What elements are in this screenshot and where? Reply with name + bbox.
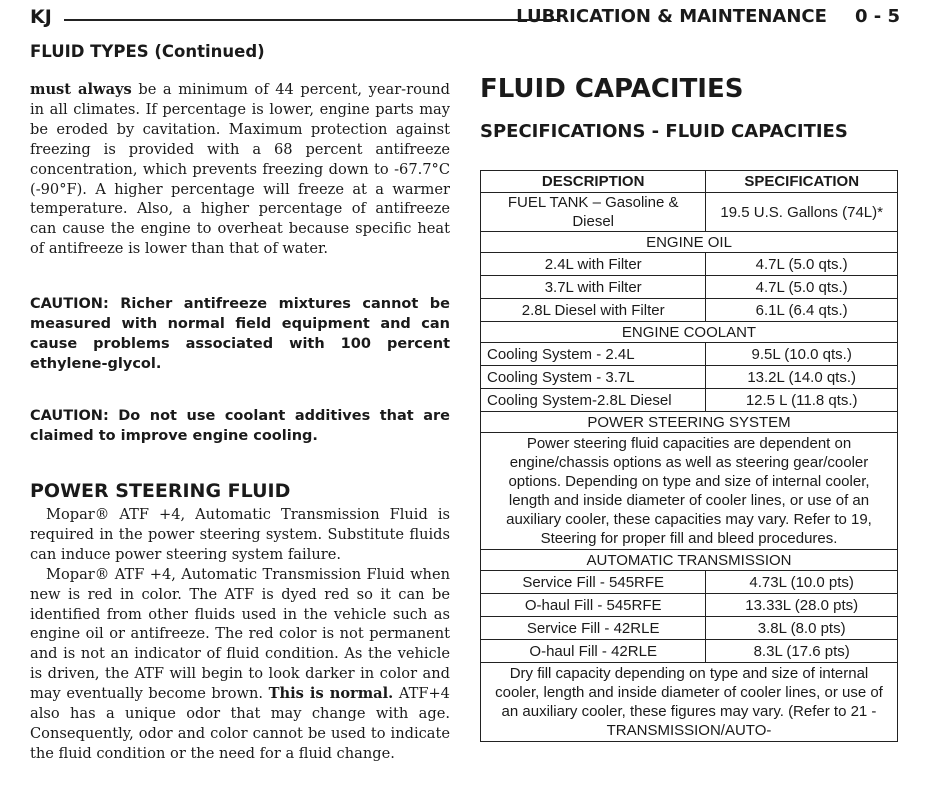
row-desc: 2.4L with Filter (481, 253, 706, 276)
ps-paragraph-2-a: Mopar® ATF +4, Automatic Transmission Fluid when new is red in color. The ATF is dyed red so it can be identified from other fluids used in the vehicle such as engine oil or antifreeze. The red color is not permanent and is not an indicator of fluid condition. As the vehicle is driven, the ATF will begin to look darker in color and may eventually become brown. (30, 565, 450, 703)
table-row (481, 299, 898, 322)
table-row (481, 276, 898, 299)
row-desc: 2.8L Diesel with Filter (481, 299, 706, 322)
row-spec: 6.1L (6.4 qts.) (706, 299, 898, 322)
row-desc: 3.7L with Filter (481, 276, 706, 299)
row-spec: 4.7L (5.0 qts.) (706, 276, 898, 299)
power-steering-title: POWER STEERING SYSTEM (481, 412, 898, 433)
row-spec: 3.8L (8.0 pts) (706, 617, 898, 640)
row-desc: Cooling System-2.8L Diesel (481, 389, 706, 412)
row-desc: O-haul Fill - 42RLE (481, 640, 706, 663)
section-row-engine-oil (481, 232, 898, 253)
ps-normal-emphasis: This is normal. (268, 685, 394, 703)
row-spec: 9.5L (10.0 qts.) (706, 343, 898, 366)
section-row-automatic-transmission (481, 550, 898, 571)
antifreeze-emphasis: must always (30, 81, 132, 98)
note-row (481, 433, 898, 550)
antifreeze-paragraph (30, 80, 450, 259)
automatic-transmission-title: AUTOMATIC TRANSMISSION (481, 550, 898, 571)
row-desc: Cooling System - 3.7L (481, 366, 706, 389)
transmission-note: Dry fill capacity depending on type and size of internal cooler, length and inside diameter of cooler lines, or use of an auxiliary cooler, these figures may vary. (Refer to 21 - TRANSMISSION/AUTO- (481, 663, 898, 742)
power-steering-note: Power steering fluid capacities are dependent on engine/chassis options as well as steering gear/cooler options. Depending on type and size of internal cooler, length and inside diameter of cooler lines, or use of an auxiliary cooler, these capacities may vary. Refer to 19, Steering for proper fill and bleed procedures. (481, 433, 898, 550)
fluid-types-heading: FLUID TYPES (Continued) (30, 42, 265, 61)
engine-coolant-title: ENGINE COOLANT (481, 322, 898, 343)
section-row-power-steering (481, 412, 898, 433)
table-row (481, 193, 898, 232)
ps-paragraph-2-b: ATF+4 also has a unique odor that may change with age. Consequently, odor and color cannot be used to indicate the fluid condition or the need for a fluid change. (30, 685, 450, 762)
table-row (481, 253, 898, 276)
ps-paragraph-1: Mopar® ATF +4, Automatic Transmission Fluid is required in the power steering system. Substitute fluids can induce power steering system failure. (30, 506, 450, 563)
table-row (481, 343, 898, 366)
header-page-number: 0 - 5 (854, 6, 900, 27)
row-spec: 4.7L (5.0 qts.) (706, 253, 898, 276)
row-spec: 12.5 L (11.8 qts.) (706, 389, 898, 412)
col-header-description: DESCRIPTION (481, 171, 706, 193)
caution-additives: CAUTION: Do not use coolant additives that are claimed to improve engine cooling. (30, 408, 450, 444)
fluid-capacities-table (480, 170, 898, 742)
specifications-subheading: SPECIFICATIONS - FLUID CAPACITIES (480, 121, 848, 142)
row-desc: Service Fill - 42RLE (481, 617, 706, 640)
header-rule (64, 19, 558, 21)
row-spec: 8.3L (17.6 pts) (706, 640, 898, 663)
col-header-specification: SPECIFICATION (706, 171, 898, 193)
header-model-code: KJ (30, 6, 52, 28)
table-row (481, 366, 898, 389)
table-header-row (481, 171, 898, 193)
row-spec: 13.2L (14.0 qts.) (706, 366, 898, 389)
power-steering-fluid-heading: POWER STEERING FLUID (30, 480, 291, 502)
ps-paragraph-2 (30, 565, 450, 764)
table-row (481, 640, 898, 663)
table-row (481, 389, 898, 412)
section-row-engine-coolant (481, 322, 898, 343)
left-column (30, 80, 450, 762)
power-steering-text (30, 505, 450, 764)
antifreeze-text: be a minimum of 44 percent, year-round in all climates. If percentage is lower, engine parts may be eroded by cavitation. Maximum protection against freezing is provided with a 68 percent antifreeze concentration, which prevents freezing down to -67.7°C (-90°F). A higher percentage will freeze at a warmer temperature. Also, a higher percentage of antifreeze can cause the engine to overheat because specific heat of antifreeze is lower than that of water. (30, 81, 450, 258)
table-row (481, 617, 898, 640)
engine-oil-title: ENGINE OIL (481, 232, 898, 253)
row-spec: 13.33L (28.0 pts) (706, 594, 898, 617)
row-spec: 4.73L (10.0 pts) (706, 571, 898, 594)
header-right (516, 6, 900, 27)
note-row (481, 663, 898, 742)
table-row (481, 594, 898, 617)
fuel-tank-desc: FUEL TANK – Gasoline & Diesel (481, 193, 706, 232)
page-header (30, 6, 900, 32)
fuel-tank-spec: 19.5 U.S. Gallons (74L)* (706, 193, 898, 232)
row-desc: Cooling System - 2.4L (481, 343, 706, 366)
row-desc: Service Fill - 545RFE (481, 571, 706, 594)
header-section-title: LUBRICATION & MAINTENANCE (516, 6, 827, 27)
row-desc: O-haul Fill - 545RFE (481, 594, 706, 617)
caution-antifreeze: CAUTION: Richer antifreeze mixtures cannot be measured with normal field equipment and can cause problems associated with 100 percent ethylene-glycol. (30, 296, 450, 372)
fluid-capacities-heading: FLUID CAPACITIES (480, 74, 744, 104)
table-row (481, 571, 898, 594)
